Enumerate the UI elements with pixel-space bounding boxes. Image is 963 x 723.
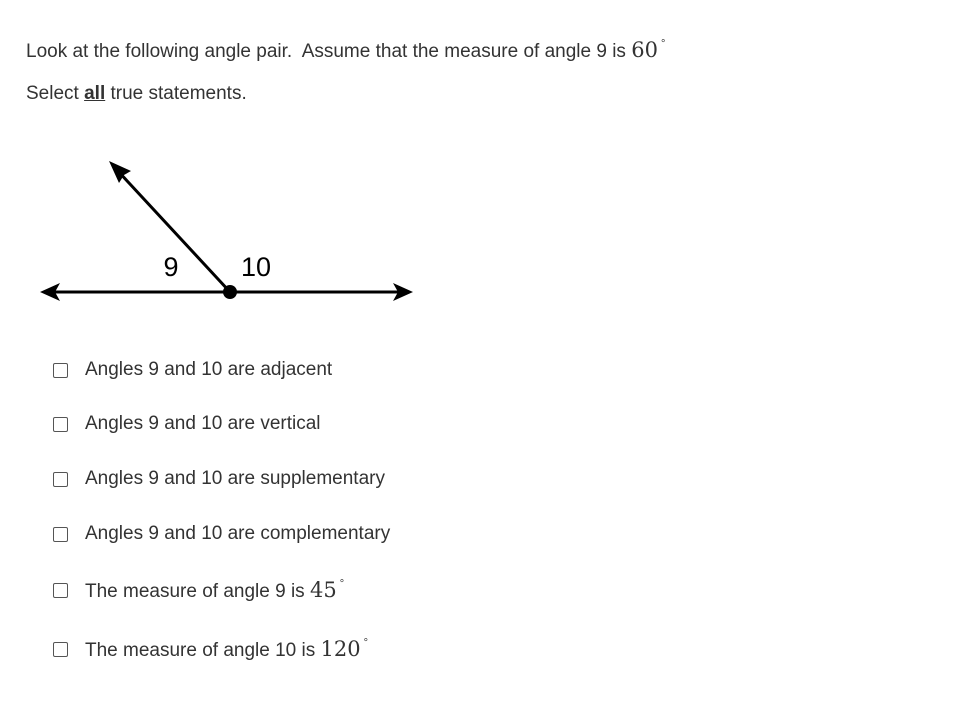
option-label xyxy=(85,578,344,603)
option-checkbox[interactable] xyxy=(53,583,68,598)
option-complementary[interactable] xyxy=(53,519,390,549)
select-instruction-emphasis: all xyxy=(84,83,106,104)
option-label: Angles 9 and 10 are adjacent xyxy=(85,359,333,380)
select-instruction-suffix: true statements. xyxy=(105,83,247,104)
angle-9-label: 9 xyxy=(163,252,179,282)
option-label-text: The measure of angle 10 is xyxy=(85,639,321,661)
option-label: Angles 9 and 10 are complementary xyxy=(85,523,391,544)
option-angle-10-measure[interactable] xyxy=(53,634,368,664)
option-checkbox[interactable] xyxy=(53,472,68,487)
option-adjacent[interactable] xyxy=(53,355,332,385)
option-label xyxy=(85,637,368,662)
degree-symbol: ° xyxy=(363,636,369,649)
option-checkbox[interactable] xyxy=(53,527,68,542)
option-angle-value: 45 xyxy=(309,577,337,602)
option-checkbox[interactable] xyxy=(53,363,68,378)
option-supplementary[interactable] xyxy=(53,464,385,494)
degree-symbol: ° xyxy=(660,38,666,50)
option-label-text: The measure of angle 9 is xyxy=(85,580,310,602)
option-vertical[interactable] xyxy=(53,409,321,439)
question-prompt-text: Look at the following angle pair. Assume that the measure of angle 9 is xyxy=(26,41,632,62)
option-label: Angles 9 and 10 are vertical xyxy=(85,413,321,434)
angle-10-label: 10 xyxy=(240,252,272,282)
angle-9-measure-value: 60 xyxy=(631,38,658,62)
option-angle-9-measure[interactable] xyxy=(53,575,344,605)
option-checkbox[interactable] xyxy=(53,642,68,657)
vertex-point xyxy=(223,285,237,299)
option-checkbox[interactable] xyxy=(53,417,68,432)
option-angle-value: 120 xyxy=(320,636,361,661)
option-label: Angles 9 and 10 are supplementary xyxy=(85,468,385,489)
select-instruction-prefix: Select xyxy=(26,83,85,104)
degree-symbol: ° xyxy=(339,577,345,590)
